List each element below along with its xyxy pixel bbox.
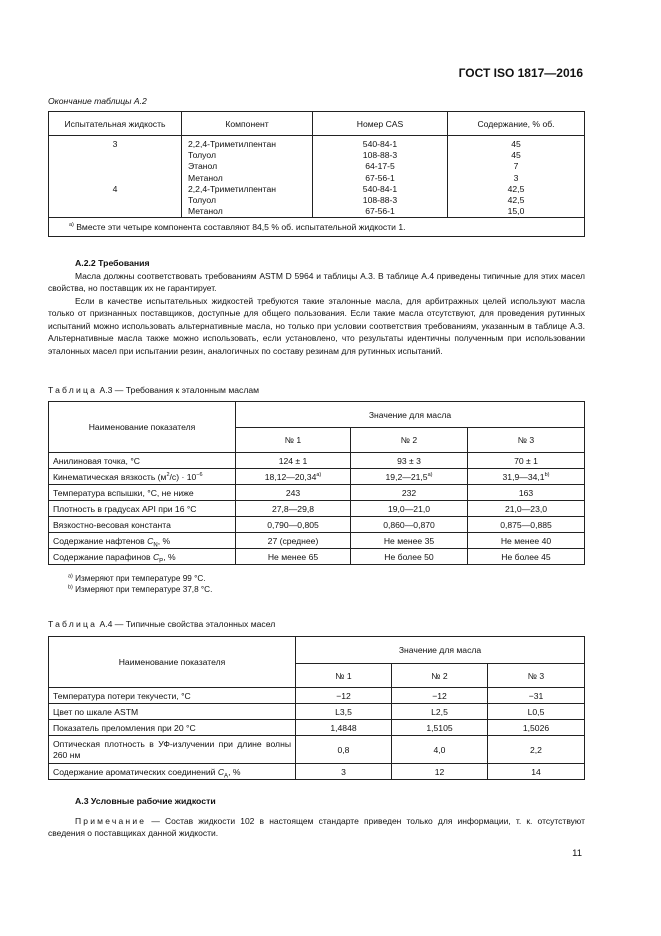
caption-text: А.4 — Типичные свойства эталонных масел	[99, 619, 276, 629]
param-name: Температура потери текучести, °С	[49, 688, 296, 704]
header-cell: Номер CAS	[313, 112, 448, 136]
section-heading: А.3 Условные рабочие жидкости	[75, 796, 216, 806]
value-cell: L2,5	[392, 704, 488, 720]
table-a2	[48, 111, 585, 237]
value-cell: 12	[392, 764, 488, 780]
value-cell: 232	[351, 485, 468, 501]
value-cell: 27 (среднее)	[236, 533, 351, 549]
value-header: Значение для масла	[236, 402, 585, 428]
table-row	[49, 704, 585, 720]
table-a3	[48, 401, 585, 565]
component: Толуол	[188, 150, 216, 161]
header-cell: Компонент	[182, 112, 313, 136]
value-cell: 21,0—23,0	[468, 501, 585, 517]
oil-header: № 1	[236, 428, 351, 453]
table-row	[49, 533, 585, 549]
param-name: Содержание ароматических соединений $C_A$, %	[49, 764, 296, 780]
value-cell: 124 ± 1	[236, 453, 351, 469]
oil-header: № 2	[351, 428, 468, 453]
note-text: — Состав жидкости 102 в настоящем стандарте приведен только для информации, т. к. отсутствуют сведения о поставщиках данной жидкости.	[48, 816, 585, 839]
footnote: $^{b)}$ Измеряют при температуре 37,8 °С.	[68, 584, 213, 594]
table-row	[49, 764, 585, 780]
note-paragraph	[48, 815, 585, 840]
footnote-mark: a)	[316, 471, 322, 478]
value-cell: 1,5026	[488, 720, 585, 736]
content-value: 45	[511, 150, 521, 161]
param-name: Плотность в градусах API при 16 °С	[49, 501, 236, 517]
table-footnote-row	[49, 218, 585, 237]
value-cell: 70 ± 1	[468, 453, 585, 469]
param-name: Кинематическая вязкость $(м^2/с) \cdot 10^{-6}$	[49, 469, 236, 485]
table-a2-caption: Окончание таблицы А.2	[48, 96, 147, 106]
table-row	[49, 517, 585, 533]
content-value: 42,5	[507, 183, 525, 194]
note-word: Примечание	[75, 816, 147, 826]
param-header: Наименование показателя	[49, 637, 296, 688]
value-cell: 4,0	[392, 736, 488, 764]
cas-number: 540-84-1	[362, 139, 398, 149]
table-header-row	[49, 112, 585, 136]
content-value: 42,5	[507, 194, 525, 205]
param-name: Оптическая плотность в УФ-излучении при длине волны 260 нм	[49, 736, 296, 764]
header-cell: Содержание, % об.	[448, 112, 585, 136]
component: 2,2,4-Триметилпентан	[188, 139, 277, 149]
caption-word: Таблица	[48, 385, 98, 395]
value-cell: 31,9—34,1$^{b)}$	[468, 469, 585, 485]
paragraph: Если в качестве испытательных жидкостей требуются такие эталонные масла, для арбитражных целей используют масла только от признанных поставщиков, доступные для общего пользования. Если такие масла отсутствуют, для проведения рутинных испытаний можно использовать альтернативные масла, но только при условии соответствия требованиям, указанным в таблице А.3. Альтернативные масла также можно использовать, если установлено, что результаты идентичны полученным при использовании эталонных масел при испытании резин, аналогичных по составу резинам для рутинных испытаний.	[48, 296, 585, 356]
fluid-id: 3	[112, 139, 118, 149]
content-value: 15,0	[507, 206, 525, 217]
param-name: Температура вспышки, °С, не ниже	[49, 485, 236, 501]
value-cell: 18,12—20,34$^{a)}$	[236, 469, 351, 485]
caption-word: Таблица	[48, 619, 98, 629]
param-name: Анилиновая точка, °С	[49, 453, 236, 469]
value-cell: Не менее 40	[468, 533, 585, 549]
value-cell: 93 ± 3	[351, 453, 468, 469]
value-cell: 19,2—21,5$^{a)}$	[351, 469, 468, 485]
param-name: Показатель преломления при 20 °С	[49, 720, 296, 736]
component: Метанол	[188, 206, 223, 217]
table-a4-caption	[48, 619, 275, 629]
value-cell: 19,0—21,0	[351, 501, 468, 517]
param-name: Содержание парафинов $C_P$, %	[49, 549, 236, 565]
content-value: 7	[513, 161, 519, 172]
value-cell: −12	[296, 688, 392, 704]
footnote-mark: b)	[544, 471, 550, 478]
value-cell: 2,2	[488, 736, 585, 764]
standard-title: ГОСТ ISO 1817—2016	[458, 66, 583, 80]
oil-header: № 2	[392, 664, 488, 688]
value-cell: 27,8—29,8	[236, 501, 351, 517]
component: 2,2,4-Триметилпентан	[188, 183, 277, 194]
table-row	[49, 720, 585, 736]
table-row	[49, 688, 585, 704]
cas-number: 540-84-1	[362, 183, 398, 194]
cas-number: 64-17-5	[365, 161, 395, 172]
value-cell: 0,860—0,870	[351, 517, 468, 533]
content-value: 3	[513, 172, 519, 183]
value-cell: 14	[488, 764, 585, 780]
param-name: Цвет по шкале ASTM	[49, 704, 296, 720]
oil-header: № 3	[468, 428, 585, 453]
table-a4	[48, 636, 585, 780]
page-number: 11	[572, 848, 582, 859]
cas-number: 67-56-1	[365, 172, 395, 183]
value-cell: 0,8	[296, 736, 392, 764]
value-cell: 1,5105	[392, 720, 488, 736]
fluid-id: 4	[112, 183, 118, 194]
value-cell: −12	[392, 688, 488, 704]
footnote-mark: a)	[427, 471, 433, 478]
value-cell: Не менее 65	[236, 549, 351, 565]
paragraph: Масла должны соответствовать требованиям ASTM D 5964 и таблицы А.3. В таблице А.4 приведены типичные для этих масел свойства, но поставщик их не гарантирует.	[48, 271, 585, 294]
component: Метанол	[188, 172, 223, 183]
value-cell: Не менее 35	[351, 533, 468, 549]
param-header: Наименование показателя	[49, 402, 236, 453]
param-name: Содержание нафтенов $C_N$, %	[49, 533, 236, 549]
cas-number: 108-88-3	[362, 150, 398, 161]
table-row	[49, 549, 585, 565]
value-cell: 0,790—0,805	[236, 517, 351, 533]
caption-text: А.3 — Требования к эталонным маслам	[99, 385, 260, 395]
value-cell: 3	[296, 764, 392, 780]
table-row	[49, 485, 585, 501]
value-cell: L0,5	[488, 704, 585, 720]
param-name: Вязкостно-весовая константа	[49, 517, 236, 533]
footnote: $^{a)}$ Измеряют при температуре 99 °С.	[68, 573, 206, 583]
table-row	[49, 736, 585, 764]
value-cell: Не более 45	[468, 549, 585, 565]
value-cell: Не более 50	[351, 549, 468, 565]
table-row	[49, 453, 585, 469]
cas-number: 108-88-3	[362, 194, 398, 205]
footnote-text: Вместе эти четыре компонента составляют 84,5 % об. испытательной жидкости 1.	[76, 222, 406, 233]
component: Этанол	[188, 161, 218, 172]
oil-header: № 1	[296, 664, 392, 688]
value-cell: 0,875—0,885	[468, 517, 585, 533]
table-a3-footnotes	[68, 573, 212, 595]
footnote-mark: a)	[69, 222, 74, 229]
section-heading: А.2.2 Требования	[75, 258, 150, 268]
table-row	[49, 501, 585, 517]
table-row	[49, 136, 585, 218]
header-cell: Испытательная жидкость	[49, 112, 182, 136]
table-a3-caption	[48, 385, 259, 395]
value-cell: 1,4848	[296, 720, 392, 736]
content-value: 45	[511, 139, 521, 149]
table-header-row	[49, 637, 585, 664]
cas-number: 67-56-1	[365, 206, 395, 217]
table-header-row	[49, 402, 585, 428]
value-cell: L3,5	[296, 704, 392, 720]
table-row	[49, 469, 585, 485]
value-cell: −31	[488, 688, 585, 704]
oil-header: № 3	[488, 664, 585, 688]
component: Толуол	[188, 194, 216, 205]
value-cell: 243	[236, 485, 351, 501]
value-cell: 163	[468, 485, 585, 501]
value-header: Значение для масла	[296, 637, 585, 664]
